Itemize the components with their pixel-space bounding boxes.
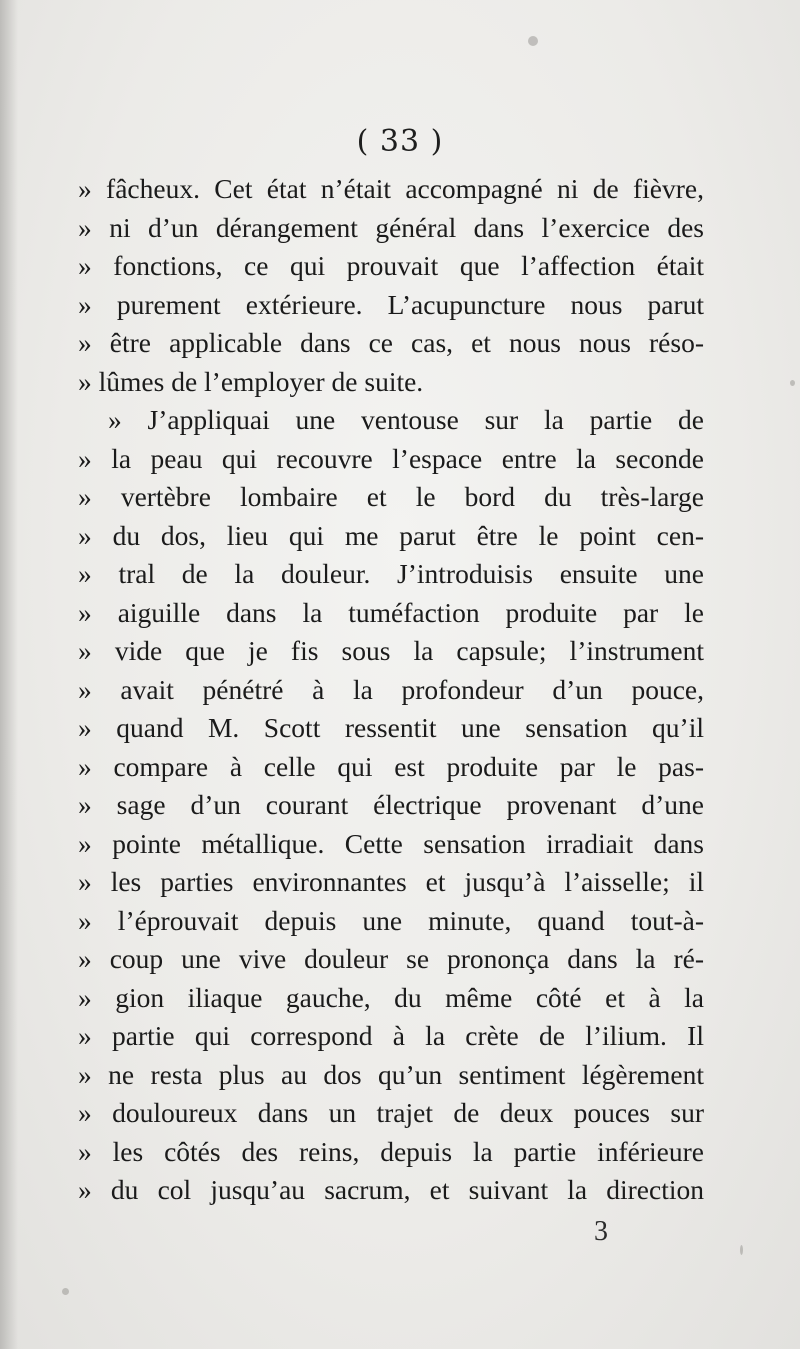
text-line: » fonctions, ce qui prouvait que l’affection était — [78, 250, 704, 281]
text-line: » les parties environnantes et jusqu’à l’aisselle; il — [78, 866, 704, 897]
text-line: » du dos, lieu qui me parut être le point cen- — [78, 519, 704, 551]
text-line: » ni d’un dérangement général dans l’exercice des — [78, 211, 704, 243]
text-line: » vide que je fis sous la capsule; l’instrument — [78, 635, 704, 666]
page-edge-shadow — [0, 0, 18, 1349]
text-line: » l’éprouvait depuis une minute, quand tout-à- — [78, 904, 704, 936]
text-line: » lûmes de l’employer de suite. — [78, 365, 424, 397]
paper-speck — [790, 380, 795, 386]
text-line: » coup une vive douleur se prononça dans la ré- — [78, 943, 704, 974]
text-line: » vertèbre lombaire et le bord du très-large — [78, 481, 704, 512]
text-line: » fâcheux. Cet état n’était accompagné ni de fièvre, — [78, 173, 704, 204]
text-line: » tral de la douleur. J’introduisis ensuite une — [78, 558, 704, 589]
text-line: » aiguille dans la tuméfaction produite par le — [78, 596, 704, 628]
paper-speck — [62, 1288, 69, 1295]
text-line: » les côtés des reins, depuis la partie inférieure — [78, 1135, 704, 1167]
signature-mark: 3 — [594, 1216, 608, 1247]
text-line: » purement extérieure. L’acupuncture nous parut — [78, 288, 704, 320]
page-number-header: ( 33 ) — [356, 124, 444, 159]
text-line: » douloureux dans un trajet de deux pouces sur — [78, 1097, 704, 1128]
text-line: » gion iliaque gauche, du même côté et à la — [78, 981, 704, 1013]
text-line: » ne resta plus au dos qu’un sentiment légèrement — [78, 1058, 704, 1090]
text-line: » partie qui correspond à la crète de l’ilium. Il — [78, 1020, 704, 1051]
text-line: » la peau qui recouvre l’espace entre la seconde — [78, 442, 704, 474]
text-line: » avait pénétré à la profondeur d’un pouce, — [78, 673, 704, 705]
text-line: » quand M. Scott ressentit une sensation qu’il — [78, 712, 704, 743]
text-line: » compare à celle qui est produite par le pas- — [78, 750, 704, 782]
paper-speck — [528, 36, 538, 46]
text-line: » J’appliquai une ventouse sur la partie de — [108, 404, 704, 435]
text-line: » pointe métallique. Cette sensation irradiait dans — [78, 827, 704, 859]
paper-speck — [740, 1245, 743, 1255]
text-line: » du col jusqu’au sacrum, et suivant la direction — [78, 1174, 704, 1205]
text-line: » sage d’un courant électrique provenant d’une — [78, 789, 704, 820]
body-text — [78, 170, 704, 1210]
text-line: » être applicable dans ce cas, et nous nous réso- — [78, 327, 704, 358]
